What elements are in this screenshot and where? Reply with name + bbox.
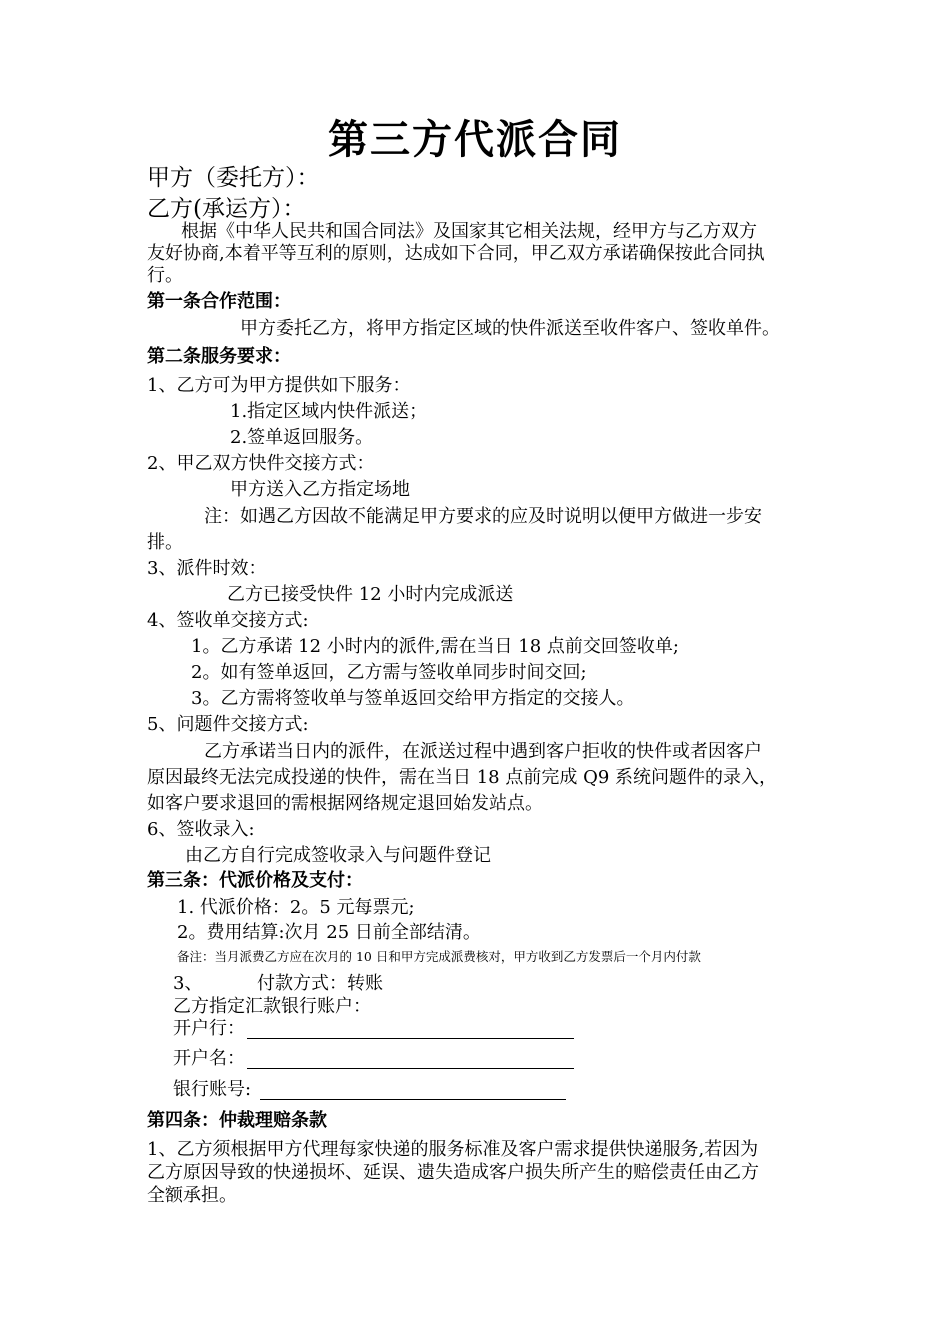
preamble-line-3: 行。 (147, 265, 183, 286)
article-3-item-3-text: 付款方式：转账 (257, 973, 383, 994)
article-2-item-6-sub: 由乙方自行完成签收录入与问题件登记 (185, 845, 491, 866)
article-2-item-5: 5、问题件交接方式: (147, 714, 309, 735)
article-2-item-1-sub-1: 1.指定区域内快件派送； (230, 401, 428, 422)
article-3-item-1: 1. 代派价格：2。5 元每票元; (177, 897, 415, 918)
account-name-blank (247, 1068, 574, 1069)
article-4-line-3: 全额承担。 (147, 1185, 237, 1206)
preamble-line-1: 根据《中华人民共和国合同法》及国家其它相关法规，经甲方与乙方双方 (181, 221, 757, 242)
article-4-line-2: 乙方原因导致的快递损坏、延误、遗失造成客户损失所产生的赔偿责任由乙方 (147, 1162, 759, 1183)
article-2-item-3-sub: 乙方已接受快件 12 小时内完成派送 (227, 584, 514, 605)
article-2-item-1: 1、乙方可为甲方提供如下服务： (147, 375, 411, 396)
article-2-item-4-sub-1: 1。乙方承诺 12 小时内的派件,需在当日 18 点前交回签收单; (191, 636, 679, 657)
article-3-remark: 备注：当月派费乙方应在次月的 10 日和甲方完成派费核对，甲方收到乙方发票后一个月内付款 (177, 949, 701, 964)
article-1-text: 甲方委托乙方，将甲方指定区域的快件派送至收件客户、签收单件。 (240, 318, 780, 339)
article-4-line-1: 1、乙方须根据甲方代理每家快递的服务标准及客户需求提供快递服务,若因为 (147, 1139, 759, 1160)
article-2-heading: 第二条服务要求： (147, 346, 291, 367)
article-3-item-3-number: 3、 (173, 973, 203, 994)
account-name-label: 开户名： (173, 1048, 245, 1069)
article-2-item-6: 6、签收录入: (147, 819, 255, 840)
article-2-item-4-sub-3: 3。乙方需将签收单与签单返回交给甲方指定的交接人。 (191, 688, 635, 709)
article-4-heading: 第四条：仲裁理赔条款 (147, 1110, 327, 1131)
bank-name-blank (247, 1038, 574, 1039)
article-2-note-line-1: 注：如遇乙方因故不能满足甲方要求的应及时说明以便甲方做进一步安 (204, 506, 762, 527)
article-2-item-1-sub-2: 2.签单返回服务。 (230, 427, 374, 448)
article-3-heading: 第三条：代派价格及支付： (147, 870, 363, 891)
party-b-label: 乙方(承运方）： (147, 196, 306, 222)
article-2-item-2: 2、甲乙双方快件交接方式： (147, 453, 375, 474)
article-2-item-5-line-3: 如客户要求退回的需根据网络规定退回始发站点。 (147, 793, 543, 814)
article-2-item-5-line-2: 原因最终无法完成投递的快件，需在当日 18 点前完成 Q9 系统问题件的录入， (147, 767, 777, 788)
article-2-item-4-sub-2: 2。如有签单返回，乙方需与签收单同步时间交回; (191, 662, 587, 683)
article-1-heading: 第一条合作范围： (147, 291, 291, 312)
account-number-label: 银行账号: (173, 1079, 252, 1100)
article-2-note-line-2: 排。 (147, 532, 183, 553)
party-a-label: 甲方（委托方）： (147, 165, 320, 191)
article-3-item-2: 2。费用结算:次月 25 日前全部结清。 (177, 922, 481, 943)
account-number-blank (260, 1099, 566, 1100)
preamble-line-2: 友好协商,本着平等互利的原则，达成如下合同，甲乙双方承诺确保按此合同执 (147, 243, 765, 264)
article-2-item-4: 4、签收单交接方式: (147, 610, 309, 631)
bank-name-label: 开户行： (173, 1018, 245, 1039)
bank-account-label: 乙方指定汇款银行账户： (173, 996, 371, 1017)
article-2-item-5-line-1: 乙方承诺当日内的派件，在派送过程中遇到客户拒收的快件或者因客户 (204, 741, 762, 762)
article-2-item-2-sub: 甲方送入乙方指定场地 (230, 479, 410, 500)
document-title: 第三方代派合同 (328, 116, 622, 163)
article-2-item-3: 3、派件时效： (147, 558, 267, 579)
